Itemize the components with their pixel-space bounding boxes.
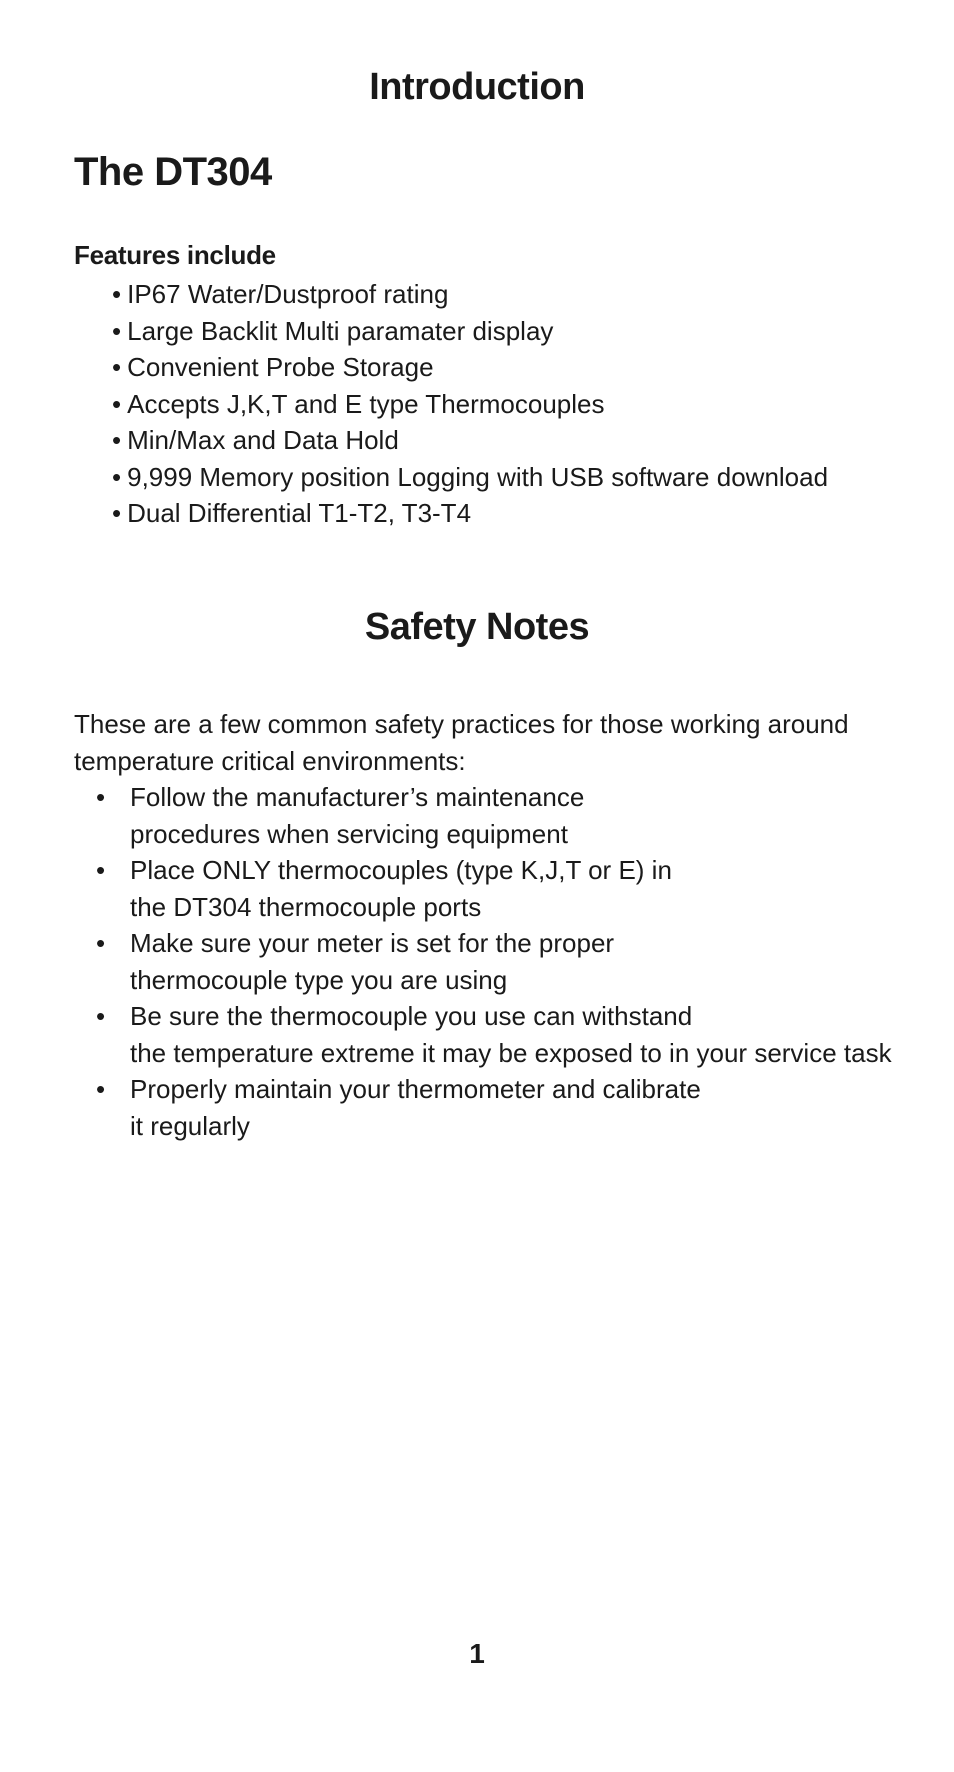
feature-item: • Dual Differential T1-T2, T3-T4 <box>112 495 828 532</box>
bullet-icon: • <box>96 855 106 885</box>
safety-item-line: thermocouple type you are using <box>130 964 508 995</box>
feature-item: • Convenient Probe Storage <box>112 349 828 386</box>
safety-item-line: it regularly <box>130 1110 250 1141</box>
safety-item <box>96 779 892 852</box>
safety-item-line: Properly maintain your thermometer and calibrate <box>130 1074 701 1104</box>
safety-intro-paragraph: These are a few common safety practices for those working around temperature critical environments: <box>74 709 849 776</box>
bullet-icon: • <box>96 1001 106 1031</box>
section-title-introduction: Introduction <box>369 66 585 108</box>
feature-item: • Large Backlit Multi paramater display <box>112 313 828 350</box>
safety-item-line: the DT304 thermocouple ports <box>130 891 482 922</box>
section-title-safety-notes: Safety Notes <box>364 606 590 648</box>
safety-item-line: Follow the manufacturer’s maintenance <box>130 782 585 812</box>
product-title: The DT304 <box>74 150 272 194</box>
safety-item <box>96 998 892 1071</box>
bullet-icon: • <box>96 782 106 812</box>
features-heading: Features include <box>74 240 276 270</box>
safety-list <box>96 779 892 1144</box>
safety-item <box>96 1071 892 1144</box>
feature-item: • Accepts J,K,T and E type Thermocouples <box>112 386 828 423</box>
bullet-icon: • <box>96 1074 106 1104</box>
safety-item <box>96 925 892 998</box>
safety-item-line: Place ONLY thermocouples (type K,J,T or E) in <box>130 855 672 885</box>
page-number: 1 <box>469 1638 485 1669</box>
safety-item-line: Be sure the thermocouple you use can withstand <box>130 1001 693 1031</box>
safety-item-line: Make sure your meter is set for the proper <box>130 928 615 958</box>
bullet-icon: • <box>96 928 106 958</box>
safety-item <box>96 852 892 925</box>
safety-item-line: the temperature extreme it may be exposed to in your service task <box>130 1037 892 1068</box>
safety-item-line: procedures when servicing equipment <box>130 818 568 849</box>
feature-item: • Min/Max and Data Hold <box>112 422 828 459</box>
features-list <box>112 276 828 532</box>
feature-item: • 9,999 Memory position Logging with USB software download <box>112 459 828 496</box>
feature-item: • IP67 Water/Dustproof rating <box>112 276 828 313</box>
